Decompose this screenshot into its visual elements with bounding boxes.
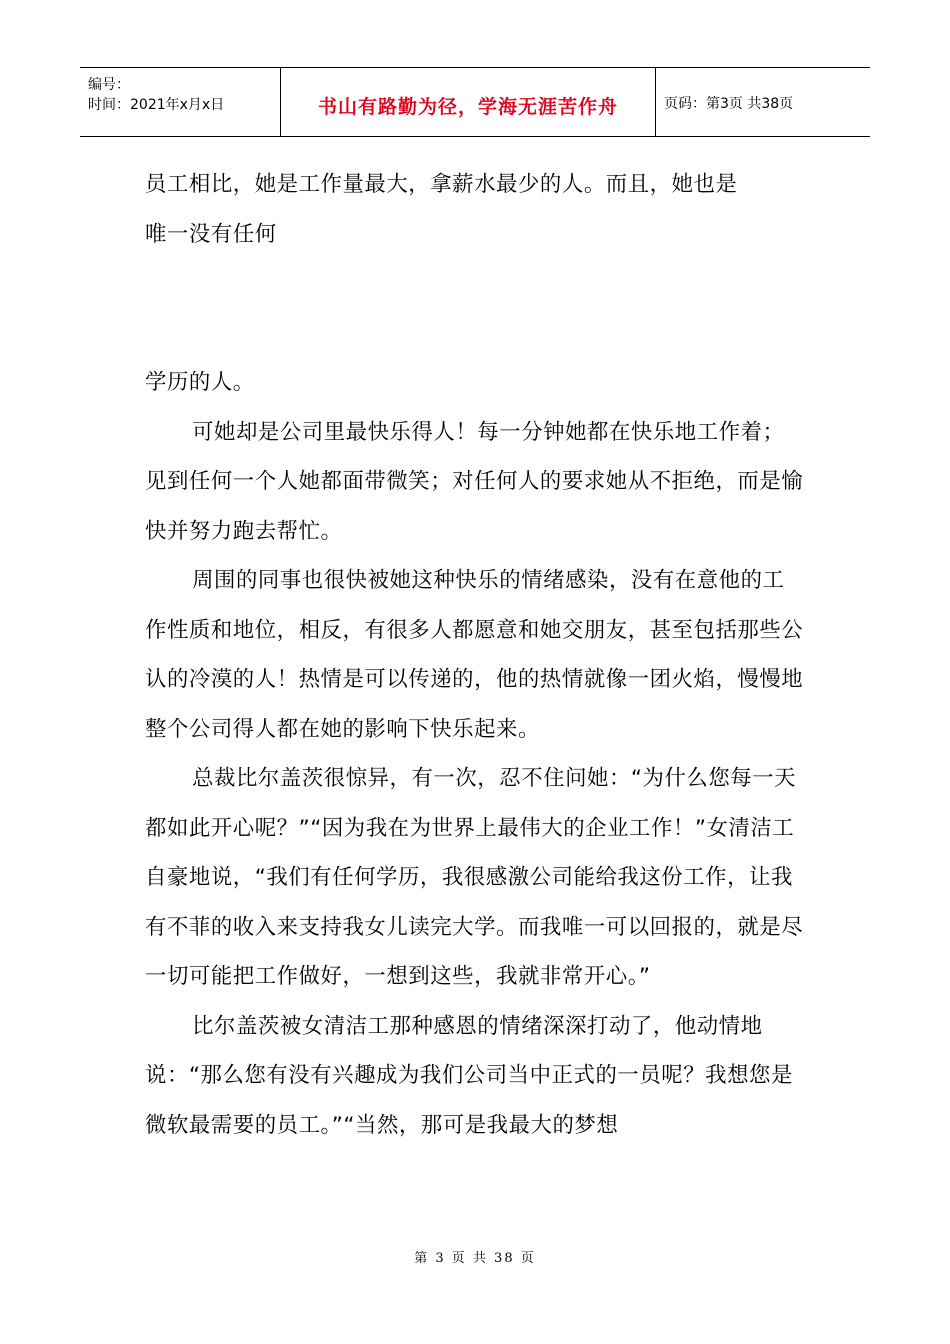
text-line: 员工相比，她是工作量最大，拿薪水最少的人。而且，她也是 (145, 172, 738, 197)
document-number-label: 编号： (88, 77, 130, 93)
page-footer: 第 3 页 共 38 页 (414, 1251, 536, 1266)
paragraph: 周围的同事也很快被她这种快乐的情绪感染，没有在意他的工作性质和地位，相反，有很多人都愿意和她交朋友，甚至包括那些公认的冷漠的人！热情是可以传递的，他的热情就像一团火焰，慢慢地整个公司得人都在她的影响下快乐起来。 (145, 568, 804, 742)
paragraph: 总裁比尔盖茨很惊异，有一次，忍不住问她：“为什么您每一天都如此开心呢？”“因为我在为世界上最伟大的企业工作！”女清洁工自豪地说，“我们有任何学历，我很感激公司能给我这份工作，让我有不菲的收入来支持我女儿读完大学。而我唯一可以回报的，就是尽一切可能把工作做好，一想到这些，我就非常开心。” (145, 766, 804, 989)
header-page-code: 页码：第3页 共38页 (664, 96, 794, 112)
document-header (80, 67, 870, 137)
main-text-block (145, 358, 805, 1150)
header-page-cell (656, 68, 870, 136)
continuation-line: 学历的人。 (145, 370, 255, 395)
header-motto: 书山有路勤为径，学海无涯苦作舟 (317, 96, 618, 118)
header-meta-cell (80, 68, 281, 136)
paragraph: 可她却是公司里最快乐得人！每一分钟她都在快乐地工作着；见到任何一个人她都面带微笑；对任何人的要求她从不拒绝，而是愉快并努力跑去帮忙。 (145, 419, 804, 544)
document-time-label: 时间：2021年x月x日 (88, 97, 225, 113)
paragraph: 比尔盖茨被女清洁工那种感恩的情绪深深打动了，他动情地说：“那么您有没有兴趣成为我们公司当中正式的一员呢？我想您是微软最需要的员工。”“当然，那可是我最大的梦想 (145, 1013, 793, 1138)
text-line: 唯一没有任何 (145, 221, 277, 247)
top-text-block (145, 160, 805, 259)
header-motto-cell (281, 68, 656, 136)
